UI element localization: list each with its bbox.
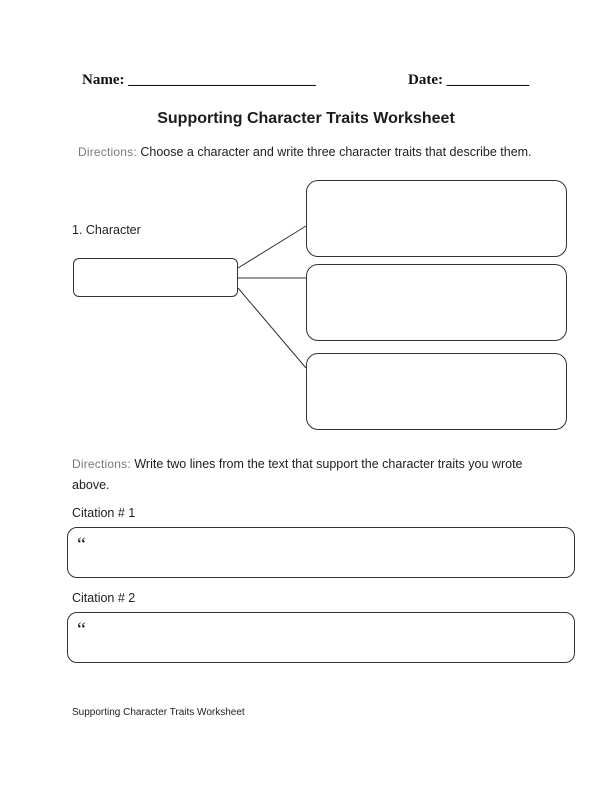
date-field-label: Date: ___________	[408, 72, 530, 88]
citation-1-label: Citation # 1	[72, 506, 136, 520]
quote-mark-icon: “	[77, 534, 86, 556]
citation-box-2[interactable]	[67, 612, 575, 663]
trait-box-2[interactable]	[306, 264, 567, 341]
directions-2-text: Write two lines from the text that support the character traits you wrote above.	[72, 457, 523, 492]
directions-1-label: Directions:	[78, 145, 137, 159]
trait-box-3[interactable]	[306, 353, 567, 430]
page-title: Supporting Character Traits Worksheet	[157, 110, 455, 127]
trait-box-1[interactable]	[306, 180, 567, 257]
directions-2	[72, 454, 542, 496]
connector-line-3	[238, 288, 306, 368]
directions-1-text: Choose a character and write three character traits that describe them.	[136, 145, 532, 159]
citation-2-label: Citation # 2	[72, 591, 136, 605]
name-field-label: Name: _________________________	[82, 72, 316, 88]
connector-line-1	[238, 226, 306, 268]
directions-1	[78, 142, 558, 163]
citation-box-1[interactable]	[67, 527, 575, 578]
character-label: 1. Character	[72, 223, 141, 237]
directions-2-label: Directions:	[72, 457, 131, 471]
quote-mark-icon: “	[77, 619, 86, 641]
footer-text: Supporting Character Traits Worksheet	[72, 707, 245, 718]
character-box[interactable]	[73, 258, 238, 297]
